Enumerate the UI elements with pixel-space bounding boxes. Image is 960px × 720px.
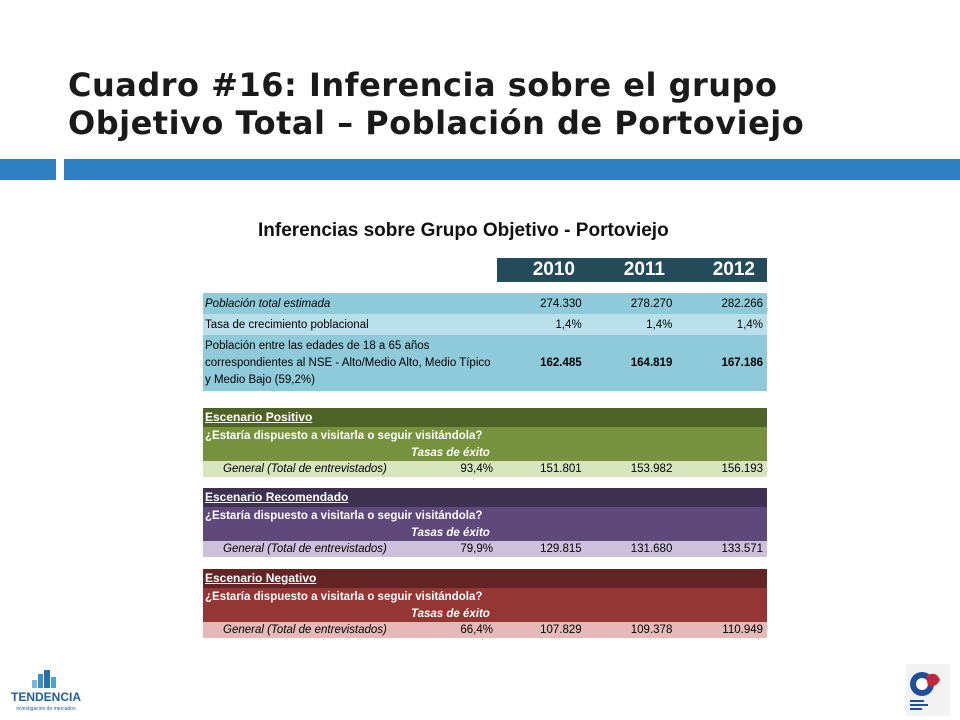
year-header — [497, 258, 767, 282]
table-row-poblacion-total — [203, 293, 767, 314]
row-label: General (Total de entrevistados) — [223, 543, 387, 555]
scenario-title: Escenario Positivo — [203, 408, 767, 427]
cell: 110.949 — [722, 624, 764, 636]
cell: 131.680 — [630, 543, 673, 555]
logo-left-name: TENDENCIA — [10, 690, 82, 704]
cell: 282.266 — [721, 297, 764, 310]
row-label: Población entre las edades de 18 a 65 años correspondientes al NSE - Alto/Medio Alto, Medio Típico y Medio Bajo (59,2%) — [205, 339, 491, 386]
escenario-recomendado — [203, 488, 767, 557]
row-label: General (Total de entrevistados) — [223, 624, 387, 636]
slide-title: Cuadro #16: Inferencia sobre el grupo Objetivo Total – Población de Portoviejo — [68, 66, 805, 142]
year-2010: 2010 — [532, 259, 575, 280]
escenario-positivo — [203, 408, 767, 477]
tendencia-logo-icon — [4, 668, 88, 714]
cell: 1,4% — [736, 318, 764, 331]
scenario-tasas: Tasas de éxito — [203, 606, 767, 622]
cell: 109.378 — [630, 624, 673, 636]
partner-logo-icon — [906, 664, 950, 716]
cell: 133.571 — [721, 543, 764, 555]
cell: 151.801 — [540, 463, 582, 475]
row-label: Población total estimada — [205, 297, 331, 310]
partner-logo — [906, 664, 950, 716]
table-title: Inferencias sobre Grupo Objetivo - Portoviejo — [258, 220, 669, 241]
cell: 107.829 — [540, 624, 582, 636]
table-row-poblacion-objetivo — [203, 335, 767, 391]
tendencia-logo — [4, 668, 88, 714]
cell: 153.982 — [630, 463, 673, 475]
year-2011: 2011 — [623, 259, 665, 280]
table-row-general — [203, 622, 767, 638]
scenario-tasas: Tasas de éxito — [203, 445, 767, 461]
row-label: General (Total de entrevistados) — [223, 463, 387, 475]
cell: 162.485 — [540, 357, 582, 369]
year-2012: 2012 — [712, 259, 755, 280]
cell: 274.330 — [540, 297, 582, 310]
cell: 278.270 — [630, 297, 673, 310]
rate-cell: 66,4% — [460, 624, 493, 636]
scenario-tasas: Tasas de éxito — [203, 525, 767, 541]
scenario-question: ¿Estaría dispuesto a visitarla o seguir visitándola? — [203, 588, 767, 606]
table-row-general — [203, 541, 767, 557]
scenario-title: Escenario Recomendado — [203, 488, 767, 507]
cell: 1,4% — [555, 318, 582, 331]
cell: 156.193 — [721, 463, 764, 475]
rate-cell: 79,9% — [460, 543, 493, 555]
table-row-general — [203, 461, 767, 477]
cell: 1,4% — [646, 318, 673, 331]
logo-left-tagline: investigación de mercados — [16, 706, 76, 712]
table-row-tasa — [203, 314, 767, 335]
cell: 164.819 — [630, 357, 673, 369]
scenario-question: ¿Estaría dispuesto a visitarla o seguir visitándola? — [203, 507, 767, 525]
cell: 129.815 — [540, 543, 582, 555]
rate-cell: 93,4% — [460, 463, 493, 475]
scenario-title: Escenario Negativo — [203, 569, 767, 588]
cell: 167.186 — [721, 357, 764, 369]
row-label: Tasa de crecimiento poblacional — [205, 318, 369, 331]
accent-bar-left — [0, 159, 56, 180]
scenario-question: ¿Estaría dispuesto a visitarla o seguir visitándola? — [203, 427, 767, 445]
poblacion-block — [203, 293, 767, 391]
escenario-negativo — [203, 569, 767, 638]
accent-bar-right — [64, 159, 960, 180]
